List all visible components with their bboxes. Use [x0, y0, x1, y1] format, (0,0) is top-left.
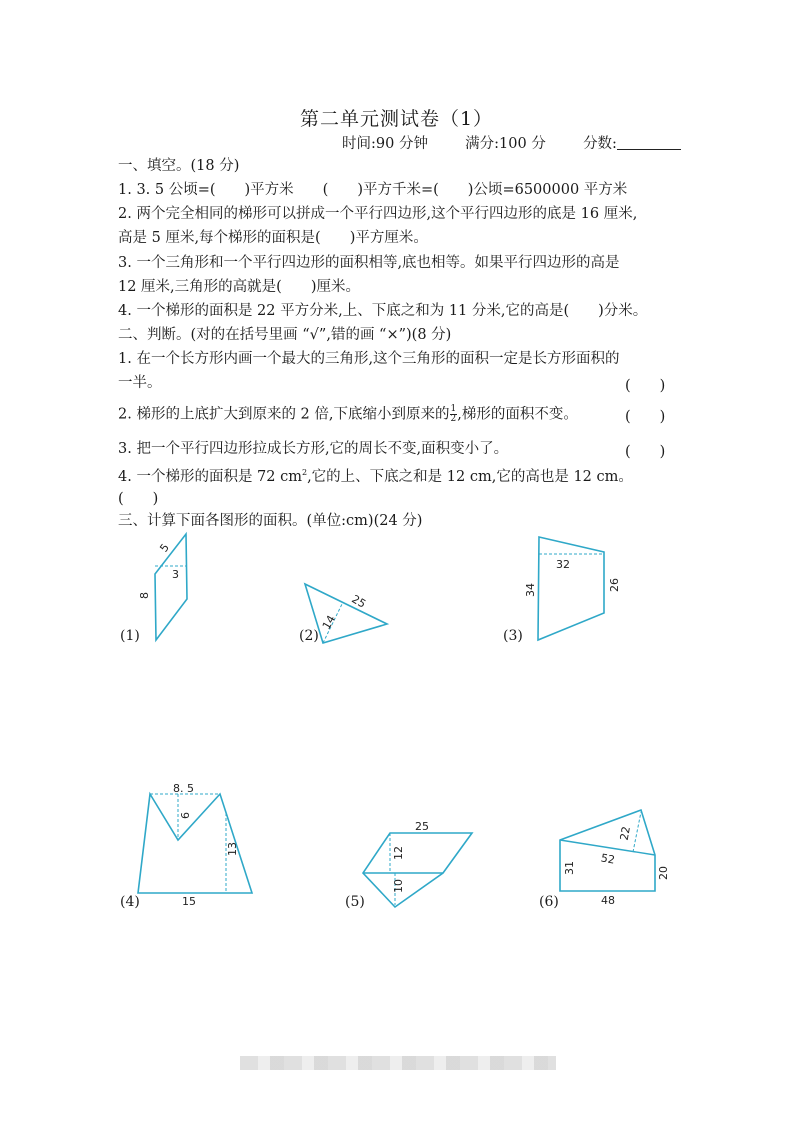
score-blank[interactable] — [617, 135, 681, 150]
full-score: 满分:100 分 — [465, 136, 546, 152]
figure-4-label: (4) — [120, 894, 140, 910]
fig4-dim-6: 6 — [179, 812, 192, 819]
s2-q4-text-after: ,它的上、下底之和是 12 cm,它的高也是 12 cm。 — [307, 468, 633, 485]
fig1-dim-8: 8 — [138, 592, 151, 599]
fig2-dim-14: 14 — [319, 613, 339, 632]
figure-5-composite — [355, 815, 480, 910]
figure-3-trapezoid — [520, 530, 620, 645]
fig6-dim-52: 52 — [599, 851, 616, 867]
fig6-dim-20: 20 — [657, 866, 670, 880]
fig6-dim-22: 22 — [617, 825, 633, 842]
figure-3-label: (3) — [503, 628, 523, 644]
s2-question-2 — [118, 405, 578, 424]
fig6-dim-48: 48 — [601, 894, 615, 907]
page-title: 第二单元测试卷（1） — [299, 108, 494, 130]
section1-heading: 一、填空。(18 分) — [118, 158, 240, 174]
fig5-dim-12: 12 — [392, 846, 405, 860]
score-label: 分数: — [583, 136, 617, 152]
fig6-shape — [560, 810, 655, 891]
s1-question-1: 1. 3. 5 公顷=( )平方米 ( )平方千米=( )公顷=6500000 平方米 — [118, 182, 628, 198]
fraction-one-half: $\frac{1}{2}$ — [450, 404, 457, 424]
figure-2-label: (2) — [299, 628, 319, 644]
s2-q1-answer-paren[interactable]: ( ) — [625, 378, 666, 394]
fig6-dim-31: 31 — [563, 861, 576, 875]
s2-question-1-line2: 一半。 — [118, 375, 162, 391]
s2-q4-text-before: 4. 一个梯形的面积是 72 cm — [118, 468, 302, 485]
footer-watermark — [240, 1056, 556, 1070]
s2-question-4 — [118, 464, 633, 486]
s1-question-2-line1: 2. 两个完全相同的梯形可以拼成一个平行四边形,这个平行四边形的底是 16 厘米, — [118, 206, 638, 222]
s1-question-4: 4. 一个梯形的面积是 22 平方分米,上、下底之和为 11 分米,它的高是( )分米。 — [118, 303, 648, 319]
s2-q2-answer-paren[interactable]: ( ) — [625, 409, 666, 425]
time-limit: 时间:90 分钟 — [342, 136, 428, 152]
fig2-dim-25: 25 — [349, 592, 369, 611]
figure-6-label: (6) — [539, 894, 559, 910]
fig4-dim-15: 15 — [182, 895, 196, 908]
s1-question-2-line2: 高是 5 厘米,每个梯形的面积是( )平方厘米。 — [118, 230, 428, 246]
fig3-dim-34: 34 — [524, 583, 537, 597]
section3-heading: 三、计算下面各图形的面积。(单位:cm)(24 分) — [118, 513, 423, 529]
s2-q2-text-after: ,梯形的面积不变。 — [457, 406, 578, 423]
s1-question-3-line2: 12 厘米,三角形的高就是( )厘米。 — [118, 279, 360, 295]
s2-q4-answer-paren[interactable]: ( ) — [118, 491, 159, 507]
fig5-dim-25: 25 — [415, 820, 429, 833]
s2-q3-answer-paren[interactable]: ( ) — [625, 444, 666, 460]
fig5-dim-10: 10 — [392, 879, 405, 893]
figure-1-parallelogram — [135, 530, 205, 650]
s2-q2-text-before: 2. 梯形的上底扩大到原来的 2 倍,下底缩小到原来的 — [118, 406, 450, 423]
figure-4-composite — [130, 780, 260, 908]
fig3-dim-26: 26 — [608, 578, 621, 592]
fig3-dim-32: 32 — [556, 558, 570, 571]
s2-question-1-line1: 1. 在一个长方形内画一个最大的三角形,这个三角形的面积一定是长方形面积的 — [118, 351, 620, 367]
s2-question-3: 3. 把一个平行四边形拉成长方形,它的周长不变,面积变小了。 — [118, 441, 509, 457]
fig1-dim-3: 3 — [172, 568, 179, 581]
figure-5-label: (5) — [345, 894, 365, 910]
fig6-height-upper — [633, 812, 641, 852]
section2-heading: 二、判断。(对的在括号里画 “√”,错的画 “×”)(8 分) — [118, 327, 452, 343]
exam-meta — [342, 132, 681, 153]
fig5-shape — [363, 833, 472, 907]
s1-question-3-line1: 3. 一个三角形和一个平行四边形的面积相等,底也相等。如果平行四边形的高是 — [118, 255, 620, 271]
figure-6-composite — [545, 800, 675, 907]
fig4-dim-13: 13 — [226, 842, 239, 856]
superscript-2: 2 — [301, 468, 308, 477]
figure-1-label: (1) — [120, 628, 140, 644]
fig4-dim-8-5: 8. 5 — [173, 782, 194, 795]
fig1-dim-5: 5 — [157, 541, 172, 555]
fig3-shape — [538, 537, 604, 640]
